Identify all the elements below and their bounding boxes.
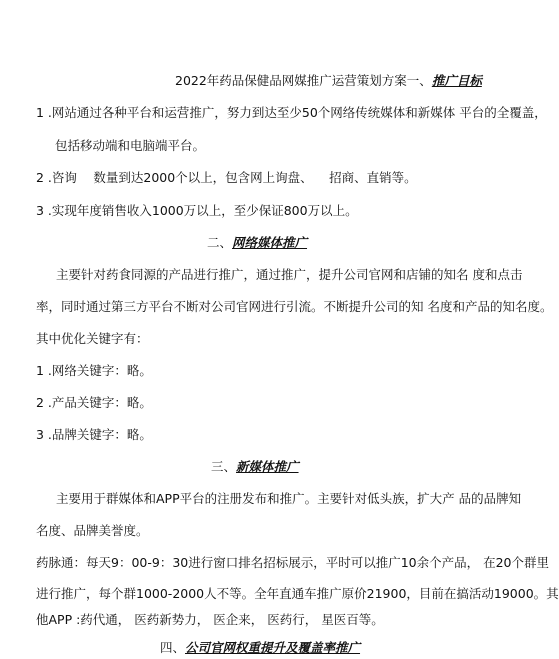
section-3-title: 新媒体推广: [236, 459, 299, 474]
goal-line-1-cont: 包括移动端和电脑端平台。: [55, 138, 206, 153]
section-3-paragraph-line-3: 药脉通：每天9：00-9：30进行窗口排名招标展示，平时可以推广10余个产品， 在20个群里: [36, 555, 550, 570]
goal-line-2: 2 .咨询 数量到达2000个以上，包含网上询盘、 招商、直销等。: [36, 170, 417, 185]
section-2-paragraph-line-3: 其中优化关键字有：: [36, 331, 149, 346]
section-2-heading: [207, 235, 307, 251]
section-4-heading: [160, 640, 360, 656]
keyword-line-1: 1 .网络关键字：略。: [36, 363, 152, 378]
goal-line-3: 3 .实现年度销售收入1000万以上，至少保证800万以上。: [36, 203, 358, 218]
section-3-heading: [211, 459, 299, 475]
section-3-paragraph-line-4: 进行推广，每个群1000-2000人不等。全年直通车推广原价21900，目前在搞活动19000。其: [36, 586, 559, 601]
keyword-line-2: 2 .产品关键字：略。: [36, 395, 152, 410]
title-emphasis: 推广目标: [431, 73, 482, 88]
section-4-number: 四、: [160, 640, 186, 655]
section-4-title: 公司官网权重提升及覆盖率推广: [185, 640, 361, 655]
section-3-paragraph-line-2: 名度、品牌美誉度。: [36, 523, 149, 538]
title-text: 2022年药品保健品网媒推广运营策划方案一、: [175, 73, 432, 88]
section-2-number: 二、: [207, 235, 233, 250]
section-2-title: 网络媒体推广: [232, 235, 308, 250]
keyword-line-3: 3 .品牌关键字：略。: [36, 427, 152, 442]
section-3-paragraph-line-5: 他APP :药代通， 医药新势力， 医企来， 医药行， 星医百等。: [36, 612, 384, 627]
document-title: [175, 73, 482, 89]
goal-line-1: 1 .网站通过各种平台和运营推广，努力到达至少50个网络传统媒体和新媒体 平台的全覆盖，: [36, 105, 547, 120]
section-3-number: 三、: [211, 459, 237, 474]
section-3-paragraph-line-1: 主要用于群媒体和APP平台的注册发布和推广。主要针对低头族，扩大产 品的品牌知: [56, 491, 522, 506]
section-2-paragraph-line-1: 主要针对药食同源的产品进行推广，通过推广，提升公司官网和店铺的知名 度和点击: [56, 267, 523, 282]
section-2-paragraph-line-2: 率，同时通过第三方平台不断对公司官网进行引流。不断提升公司的知 名度和产品的知名度。: [36, 299, 553, 314]
